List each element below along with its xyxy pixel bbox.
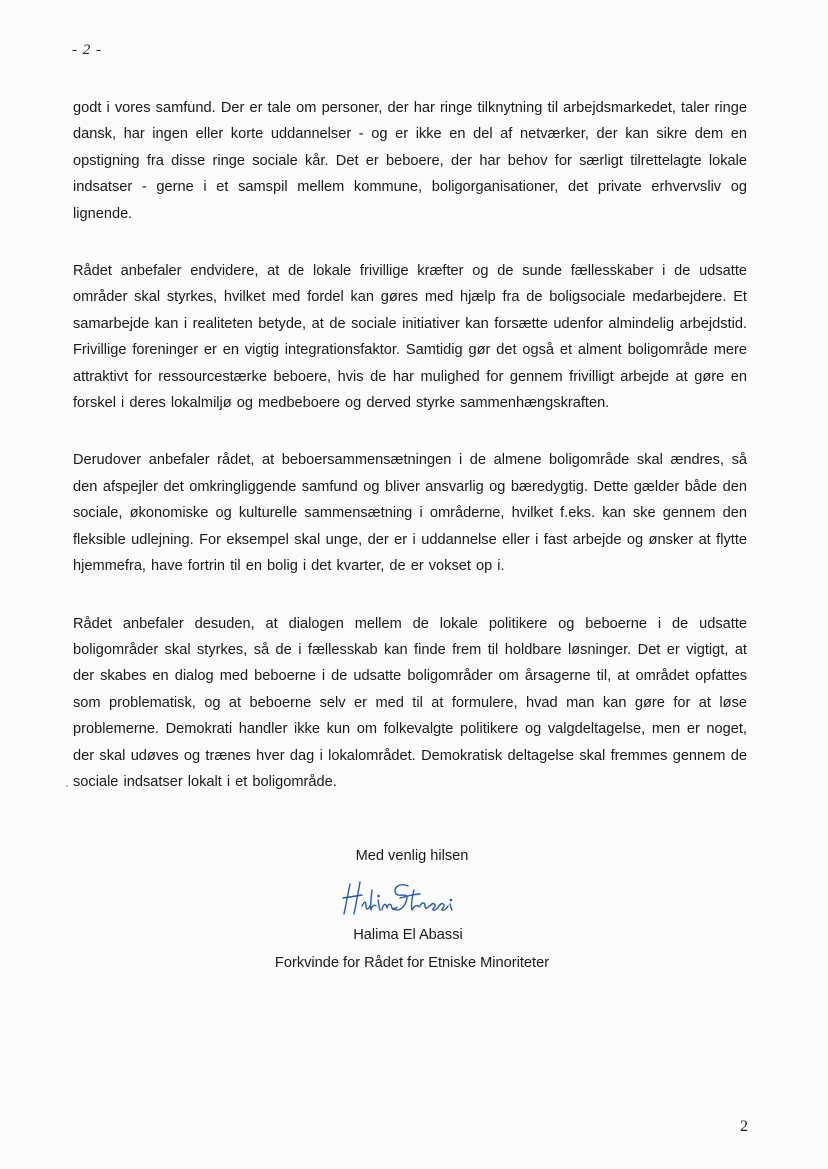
paragraph-3: Derudover anbefaler rådet, at beboersammensætningen i de almene boligområde skal ændres, så den afspejler det omkringliggende samfund og bliver ansvarlig og bæredygtig. Dette gælder både den sociale, økonomiske og kulturelle sammensætning i områderne, hvilket f.eks. kan ske gennem den fleksible udlejning. For eksempel skal unge, der er i uddannelse eller i fast arbejde og ønsker at flytte hjemmefra, have fortrin til en bolig i det kvarter, de er vokset op i.: [73, 452, 747, 575]
page-number: 2: [740, 1118, 748, 1135]
handwritten-signature: [340, 876, 470, 918]
signer-title: Forkvinde for Rådet for Etniske Minoriteter: [274, 955, 550, 971]
paragraph-4: Rådet anbefaler desuden, at dialogen mellem de lokale politikere og beboerne i de udsatte boligområder skal styrkes, så de i fællesskab kan finde frem til holdbare løsninger. Det er vigtigt, at der skabes en dialog med beboerne i de udsatte boligområder om årsagerne til, at området opfattes som problematisk, og at beboerne selv er med til at formulere, hvad man kan gøre for at løse problemerne. Demokrati handler ikke kun om folkevalgte politikere og valgdeltagelse, men er noget, der skal udøves og trænes hver dag i lokalområdet. Demokratisk deltagelse skal fremmes gennem de sociale indsatser lokalt i et boligområde.: [73, 615, 747, 790]
paragraph-1: godt i vores samfund. Der er tale om personer, der har ringe tilknytning til arbejdsmarkedet, taler ringe dansk, har ingen eller korte uddannelser - og er ikke en del af netværker, der kan sikre dem en opstigning fra disse ringe sociale kår. Det er beboere, der har behov for særligt tilrettelagte lokale indsatser - gerne i et samspil mellem kommune, boligorganisationer, det private erhvervsliv og lignende.: [73, 100, 747, 222]
paragraph-2: Rådet anbefaler endvidere, at de lokale frivillige kræfter og de sunde fællesskaber i de udsatte områder skal styrkes, hvilket med fordel kan gøres med hjælp fra de boligsociale medarbejdere. Et samarbejde kan i realiteten betyde, at de sociale initiativer kan forsætte udenfor almindelig arbejdstid. Frivillige foreninger er en vigtig integrationsfaktor. Samtidig gør det også et alment boligområde mere attraktivt for ressourcestærke beboere, hvis de har mulighed for gennem frivilligt arbejde at gøre en forskel i deres lokalmiljø og medbeboere og derved styrke sammenhængskraften.: [73, 263, 747, 412]
letter-body: [73, 95, 747, 826]
scan-speck: [66, 785, 68, 787]
page-header-marker: - 2 -: [72, 42, 102, 58]
closing-greeting: Med venlig hilsen: [355, 848, 469, 864]
signer-name: Halima El Abassi: [353, 927, 463, 943]
